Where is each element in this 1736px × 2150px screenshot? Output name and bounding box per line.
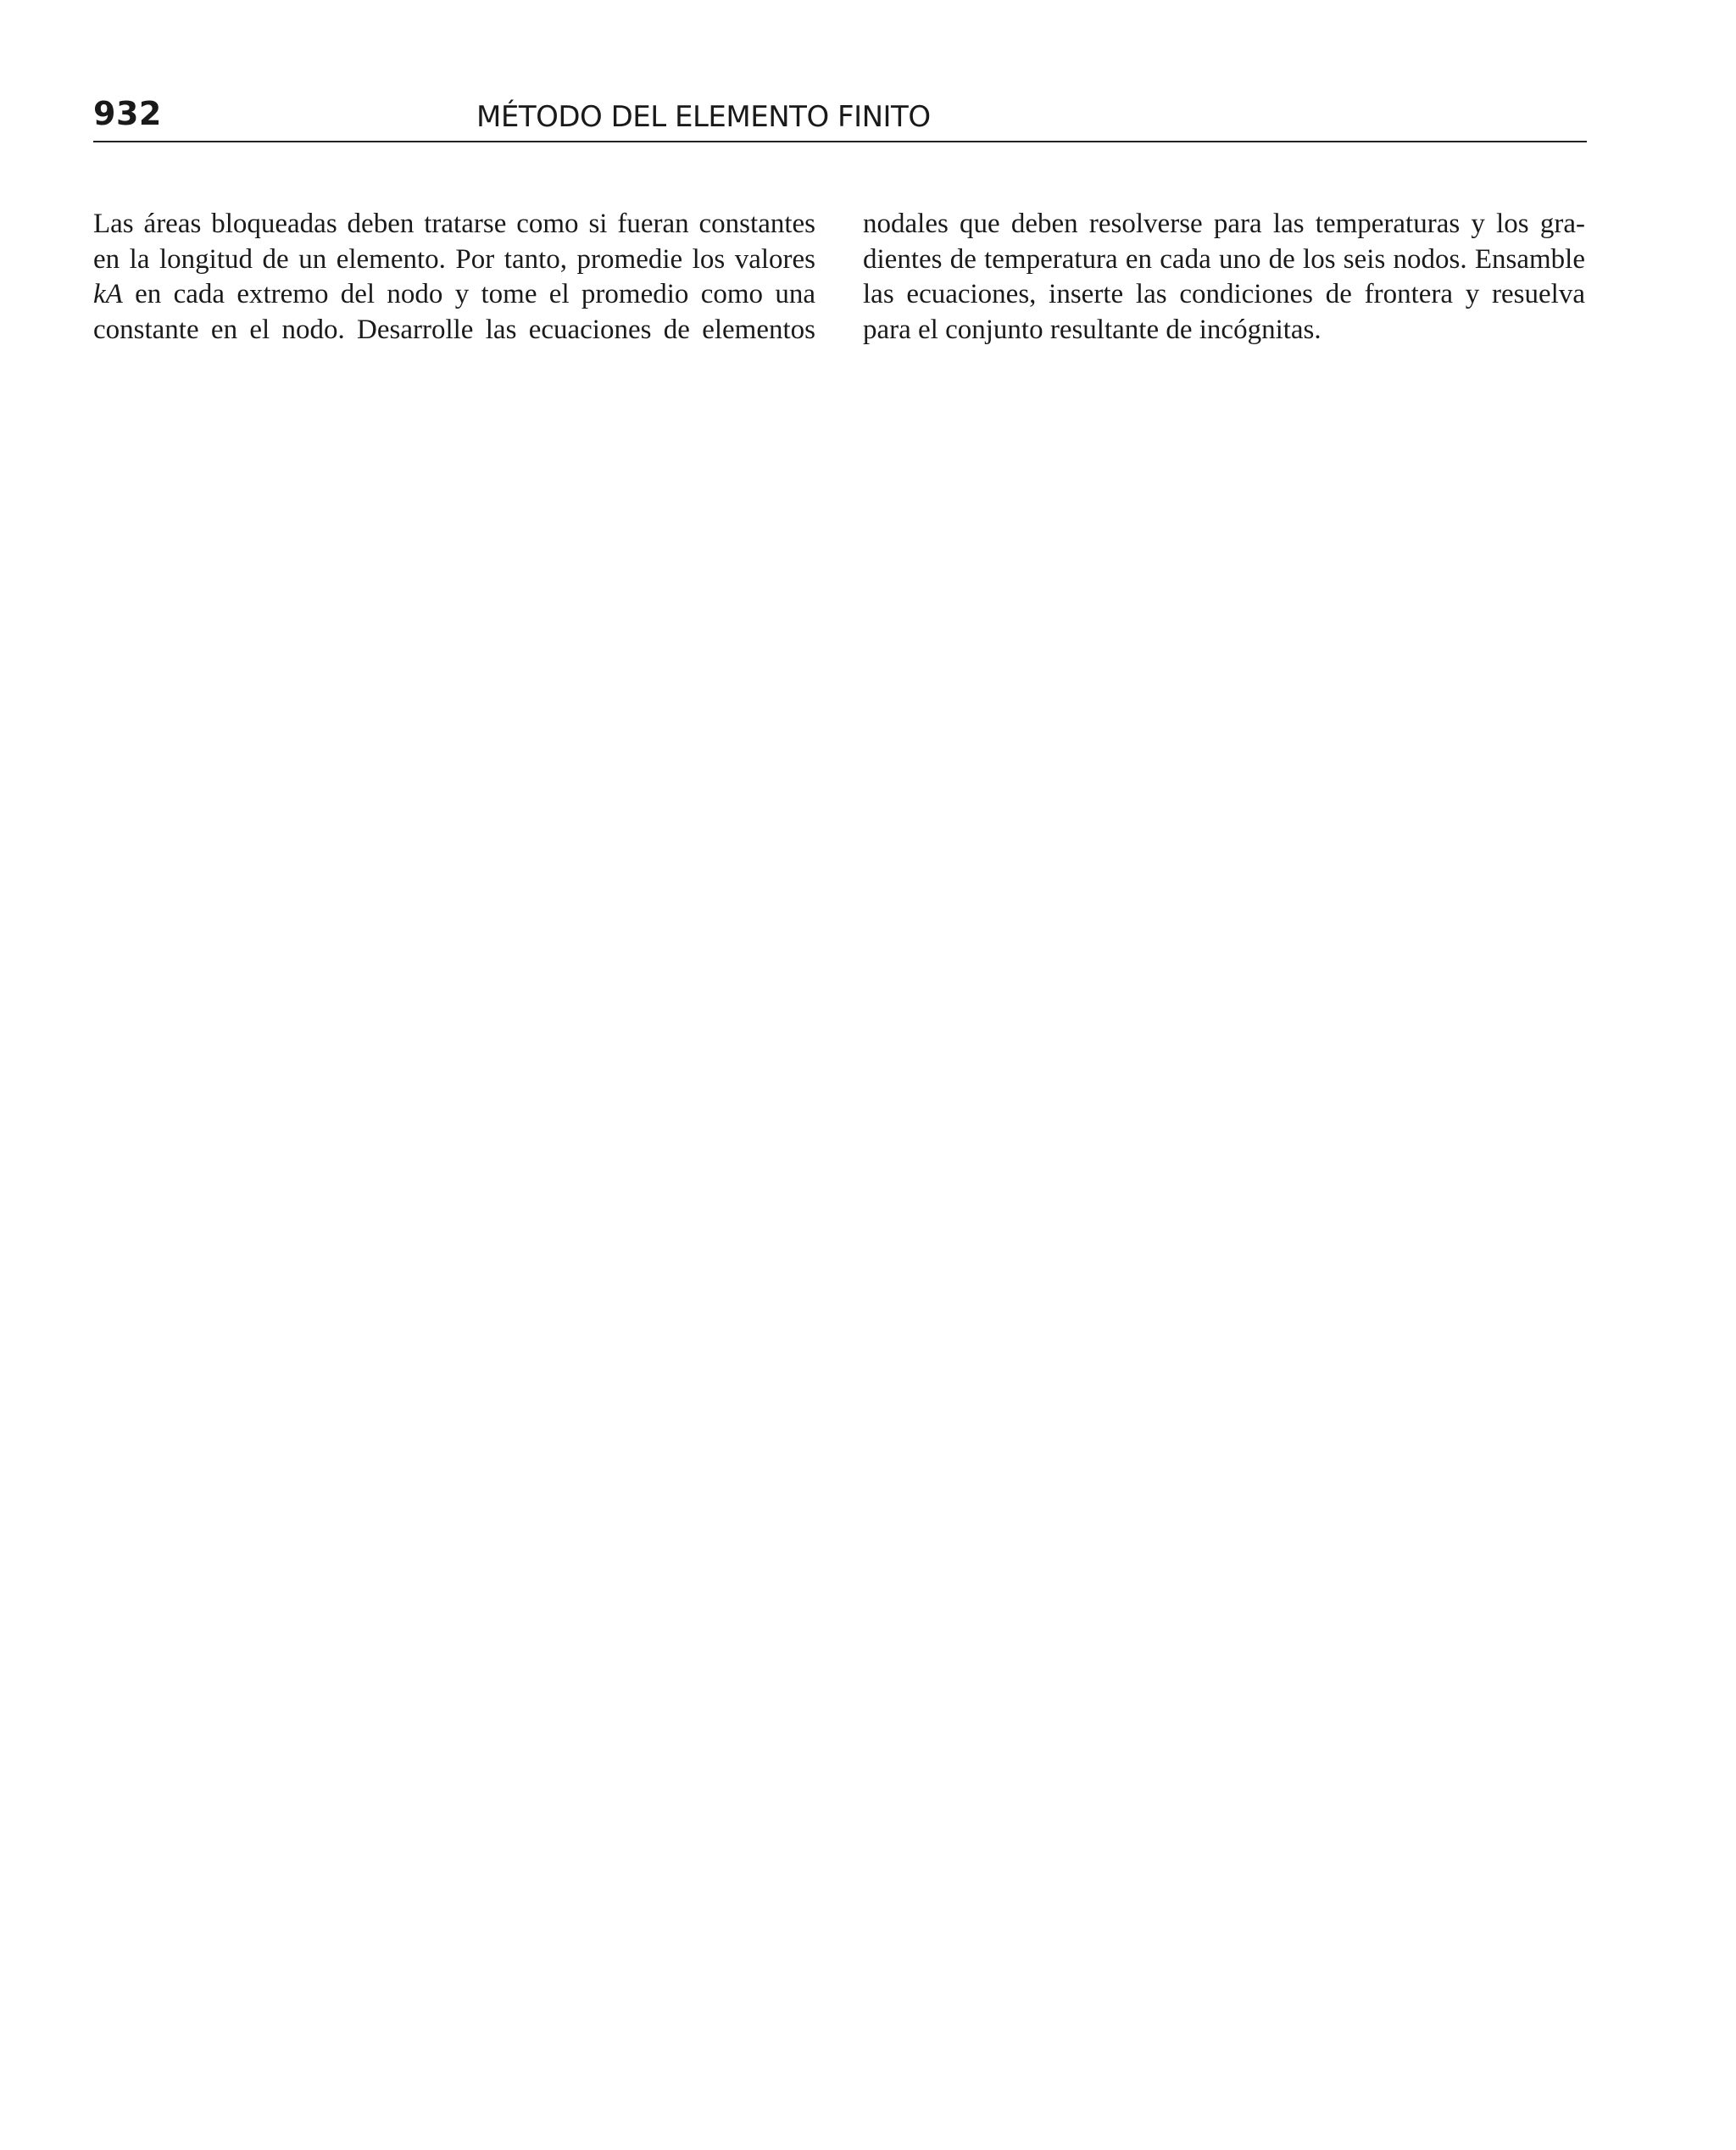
right-column	[863, 207, 1585, 348]
page-number: 932	[93, 95, 162, 132]
left-line-3-rest: en cada extremo del nodo y tome el promedio como una	[122, 279, 815, 309]
right-line-2: dientes de temperatura en cada uno de los seis nodos. Ensamble	[863, 243, 1585, 275]
variable-kA: kA	[93, 279, 123, 309]
left-column	[93, 207, 815, 348]
left-line-1: Las áreas bloqueadas deben tratarse como si fueran constantes	[93, 209, 815, 239]
right-line-1: nodales que deben resolverse para las temperaturas y los gra-	[863, 209, 1585, 239]
running-title: MÉTODO DEL ELEMENTO FINITO	[476, 100, 931, 134]
body-text	[93, 207, 1587, 359]
running-header	[93, 92, 1587, 142]
right-line-3: las ecuaciones, inserte las condiciones de frontera y resuelva	[863, 279, 1585, 309]
left-line-4: constante en el nodo. Desarrolle las ecuaciones de elementos	[93, 314, 815, 345]
right-line-4: para el conjunto resultante de incógnitas.	[863, 314, 1321, 345]
left-line-3	[93, 277, 815, 313]
left-line-2: en la longitud de un elemento. Por tanto, promedie los valores	[93, 243, 815, 275]
